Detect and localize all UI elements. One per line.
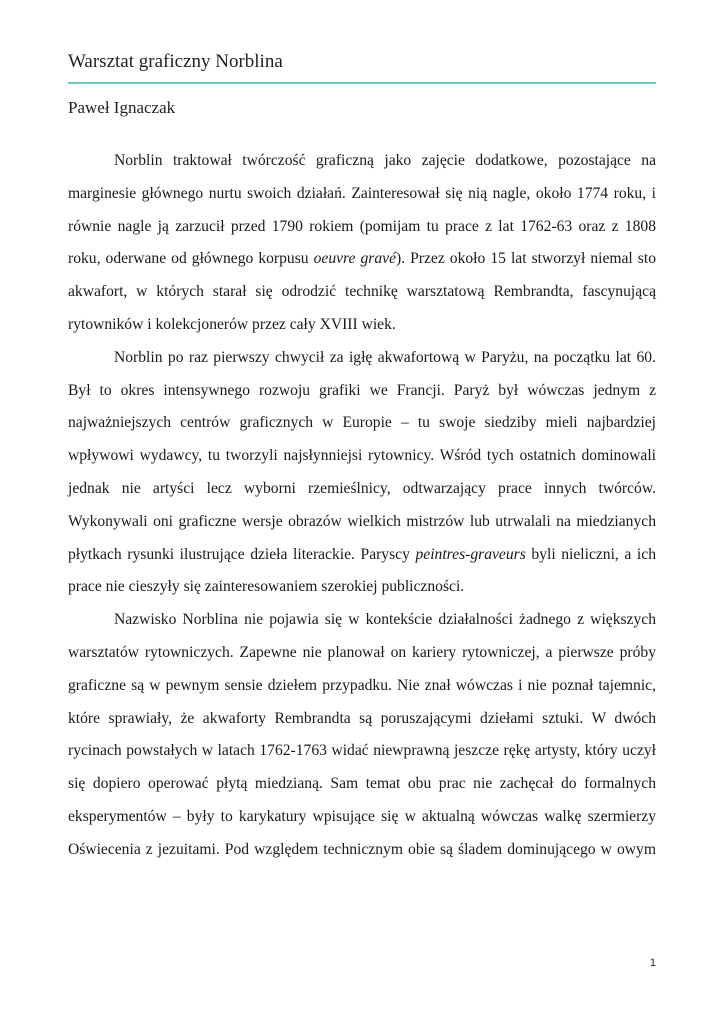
article-body bbox=[68, 145, 656, 867]
paragraph-2: Norblin po raz pierwszy chwycił za igłę akwafortową w Paryżu, na początku lat 60. Był to okres intensywnego rozwoju grafiki we Francji. Paryż był wówczas jednym z najważniejszych centrów graficznych w Europie – tu swoje siedziby mieli najbardziej wpływowi wydawcy, tu tworzyli najsłynniejsi rytownicy. Wśród tych ostatnich dominowali jednak nie artyści lecz wyborni rzemieślnicy, odtwarzający prace innych twórców. Wykonywali oni graficzne wersje obrazów wielkich mistrzów lub utrwalali na miedzianych płytkach rysunki ilustrujące dzieła literackie. Paryscy peintres-graveurs byli nieliczni, a ich prace nie cieszyły się zainteresowaniem szerokiej publiczności. bbox=[68, 348, 656, 596]
page-number: 1 bbox=[649, 957, 656, 969]
document-title: Warsztat graficzny Norblina bbox=[68, 51, 283, 72]
author-name: Paweł Ignaczak bbox=[68, 98, 176, 117]
italic-phrase: oeuvre gravé bbox=[313, 250, 396, 268]
paragraph-3: Nazwisko Norblina nie pojawia się w kontekście działalności żadnego z większych warsztatów rytowniczych. Zapewne nie planował on kariery rytowniczej, a pierwsze próby graficzne są w pewnym sensie dziełem przypadku. Nie znał wówczas i nie poznał tajemnic, które sprawiały, że akwaforty Rembrandta są poruszającymi dziełami sztuki. W dwóch rycinach powstałych w latach 1762-1763 widać niewprawną jeszcze rękę artysty, który uczył się dopiero operować płytą miedzianą. Sam temat obu prac nie zachęcał do formalnych eksperymentów – były to karykatury wpisujące się w aktualną wówczas walkę szermierzy Oświecenia z jezuitami. Pod względem technicznym obie są śladem dominującego w owym bbox=[68, 611, 656, 858]
italic-phrase: peintres-graveurs bbox=[415, 545, 526, 563]
paragraph-1: Norblin traktował twórczość graficzną jako zajęcie dodatkowe, pozostające na marginesie głównego nurtu swoich działań. Zainteresował się nią nagle, około 1774 roku, i równie nagle ją zarzucił przed 1790 rokiem (pomijam tu prace z lat 1762-63 oraz z 1808 roku, oderwane od głównego korpusu oeuvre gravé). Przez około 15 lat stworzył niemal sto akwafort, w których starał się odrodzić technikę warsztatową Rembrandta, fascynującą rytowników i kolekcjonerów przez cały XVIII wiek. bbox=[68, 152, 656, 333]
document-page bbox=[68, 0, 656, 1024]
header-divider bbox=[68, 82, 656, 84]
